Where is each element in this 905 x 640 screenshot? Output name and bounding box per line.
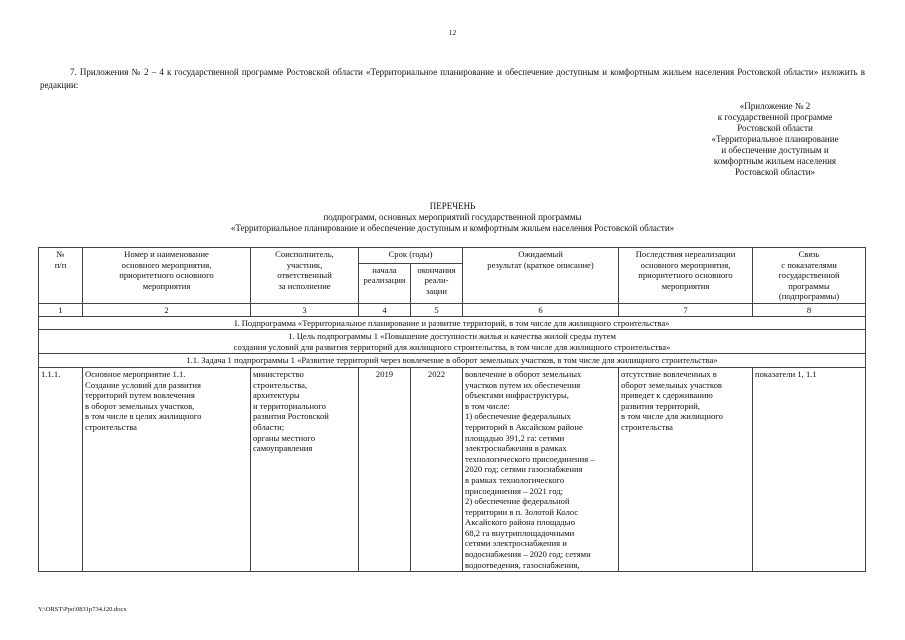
header-line: с показателями <box>781 259 837 270</box>
cell-line: территории в п. Золотой Колос <box>465 506 579 517</box>
goal-title <box>39 330 866 354</box>
document-subtitle: «Территориальное планирование и обеспечение доступным и комфортным жильем населения Ростовской области» <box>230 223 675 233</box>
page-number: 12 <box>448 28 457 37</box>
cell-line: вовлечение в оборот земельных <box>465 368 582 379</box>
header-line: Связь <box>798 249 820 259</box>
cell-line: 2020 год; сетями газоснабжения <box>465 464 583 475</box>
cell-line: Основное мероприятие 1.1. <box>85 368 186 379</box>
header-line: п/п <box>54 259 67 270</box>
row-indicators: показатели 1, 1.1 <box>753 367 866 571</box>
header-end <box>411 263 463 303</box>
column-number: 4 <box>359 303 411 316</box>
appendix-line: «Приложение № 2 <box>739 101 811 111</box>
cell-line: 2) обеспечение федеральной <box>465 496 570 507</box>
column-number: 5 <box>411 303 463 316</box>
cell-line: водоснабжения – 2020 год; сетями <box>465 549 591 560</box>
document-title-block <box>0 201 905 234</box>
row-measure-name <box>83 367 251 571</box>
cell-line: в том числе в целях жилищного <box>85 411 202 422</box>
column-number-row <box>39 303 866 316</box>
header-line: окончания <box>417 264 456 275</box>
header-start <box>359 263 411 303</box>
header-line: основного мероприятия, <box>121 259 212 270</box>
row-end-year: 2022 <box>411 367 463 571</box>
appendix-line: к государственной программе <box>717 112 833 122</box>
cell-line: органы местного <box>253 432 315 443</box>
goal-row <box>39 330 866 354</box>
column-number: 6 <box>463 303 619 316</box>
appendix-line: комфортным жильем населения <box>713 156 837 166</box>
header-line: приоритетного основного <box>119 270 214 281</box>
header-line: участник, <box>286 259 323 270</box>
row-start-year: 2019 <box>359 367 411 571</box>
cell-line: площадью 391,2 га: сетями <box>465 432 565 443</box>
header-result <box>463 248 619 304</box>
cell-line: присоединения – 2021 год; <box>465 485 564 496</box>
header-line: результат (краткое описание) <box>487 259 594 270</box>
row-number: 1.1.1. <box>39 367 83 571</box>
cell-line: самоуправления <box>253 443 313 454</box>
cell-line: строительства, <box>253 379 308 390</box>
cell-line: министерство <box>253 368 304 379</box>
appendix-note <box>690 101 860 178</box>
header-line: государственной <box>778 270 840 281</box>
cell-line: водоотведения, газоснабжения, <box>465 559 580 570</box>
header-indicators <box>753 248 866 304</box>
table-row <box>39 367 866 571</box>
row-executor <box>251 367 359 571</box>
cell-line: развития Ростовской <box>253 411 329 422</box>
cell-line: Создание условий для развития <box>85 379 201 390</box>
document-subtitle: подпрограмм, основных мероприятий государственной программы <box>323 212 582 222</box>
cell-line: участков путем их обеспечения <box>465 379 581 390</box>
header-line: приоритетного основного <box>638 270 733 281</box>
column-number: 2 <box>83 303 251 316</box>
header-line: ответственный <box>277 270 332 281</box>
column-number: 7 <box>619 303 753 316</box>
cell-line: сетями электроснабжения и <box>465 538 567 549</box>
cell-line: в рамках технологического <box>465 474 565 485</box>
header-line: № <box>56 249 65 259</box>
header-executor <box>251 248 359 304</box>
header-line: (подпрограммы) <box>778 291 840 302</box>
subprogram-title: I. Подпрограмма «Территориальное планирование и развитие территорий, в том числе для жилищного строительства» <box>39 316 866 330</box>
header-line: реализации <box>363 275 406 286</box>
goal-line: 1. Цель подпрограммы 1 «Повышение доступности жилья и качества жилой среды путем <box>288 331 616 342</box>
goal-line: создания условий для развития территорий для жилищного строительства, в том числе для жилищного строительства» <box>233 341 671 352</box>
cell-line: и территориального <box>253 400 326 411</box>
cell-line: 1) обеспечение федеральных <box>465 411 571 422</box>
cell-line: отсутствие вовлеченных в <box>621 368 717 379</box>
cell-line: строительства <box>621 421 673 432</box>
cell-line: территорий путем вовлечения <box>85 390 195 401</box>
appendix-line: Ростовской области» <box>734 167 816 177</box>
header-line: Последствия нереализации <box>635 249 736 259</box>
cell-line: развития территорий, <box>621 400 700 411</box>
table-header-row <box>39 248 866 264</box>
cell-line: архитектуры <box>253 390 300 401</box>
header-line: мероприятия <box>661 280 710 291</box>
appendix-line: Ростовской области <box>737 123 813 133</box>
header-line: за исполнение <box>278 280 331 291</box>
header-line: мероприятия <box>142 280 191 291</box>
cell-line: объектами инфраструктуры, <box>465 390 569 401</box>
cell-line: территорий в Аксайском районе <box>465 421 583 432</box>
cell-line: области; <box>253 421 285 432</box>
measures-table <box>38 247 866 572</box>
row-expected-result <box>463 367 619 571</box>
cell-line: приведет к сдерживанию <box>621 390 713 401</box>
cell-line: в том числе: <box>465 400 510 411</box>
appendix-line: и обеспечение доступным и <box>721 145 829 155</box>
header-line: Соисполнитель, <box>275 249 334 259</box>
cell-line: оборот земельных участков <box>621 379 722 390</box>
intro-paragraph: 7. Приложения № 2 – 4 к государственной программе Ростовской области «Территориальное планирование и обеспечение доступным и комфортным жильем населения Ростовской области» изложить в редакции: <box>40 67 865 90</box>
header-line: начала <box>372 264 397 275</box>
header-name <box>83 248 251 304</box>
header-period: Срок (годы) <box>359 248 463 264</box>
header-line: зации <box>426 285 448 296</box>
column-number: 8 <box>753 303 866 316</box>
header-line: Номер и наименование <box>124 249 209 259</box>
header-consequence <box>619 248 753 304</box>
header-line: основного мероприятия, <box>640 259 731 270</box>
column-number: 1 <box>39 303 83 316</box>
cell-line: технологического присоединения – <box>465 453 595 464</box>
subprogram-row <box>39 316 866 330</box>
header-num <box>39 248 83 304</box>
task-title: 1.1. Задача 1 подпрограммы 1 «Развитие территорий через вовлечение в оборот земельных участков, в том числе для жилищного строительства» <box>39 354 866 368</box>
task-row <box>39 354 866 368</box>
document-title: ПЕРЕЧЕНЬ <box>429 201 476 211</box>
cell-line: электроснабжения в рамках <box>465 443 567 454</box>
appendix-line: «Территориальное планирование <box>711 134 839 144</box>
cell-line: в том числе для жилищного <box>621 411 723 422</box>
header-line: Ожидаемый <box>518 249 563 259</box>
cell-line: Аксайского района площадью <box>465 517 576 528</box>
header-line: реали- <box>424 275 449 286</box>
cell-line: 68,2 га внутриплощадочными <box>465 527 575 538</box>
row-consequence <box>619 367 753 571</box>
header-line: программы <box>788 280 830 291</box>
column-number: 3 <box>251 303 359 316</box>
file-path-footer: Y:\ORST\Ppo\0831p734.f20.docx <box>38 606 127 613</box>
cell-line: в оборот земельных участков, <box>85 400 195 411</box>
cell-line: строительства <box>85 421 137 432</box>
